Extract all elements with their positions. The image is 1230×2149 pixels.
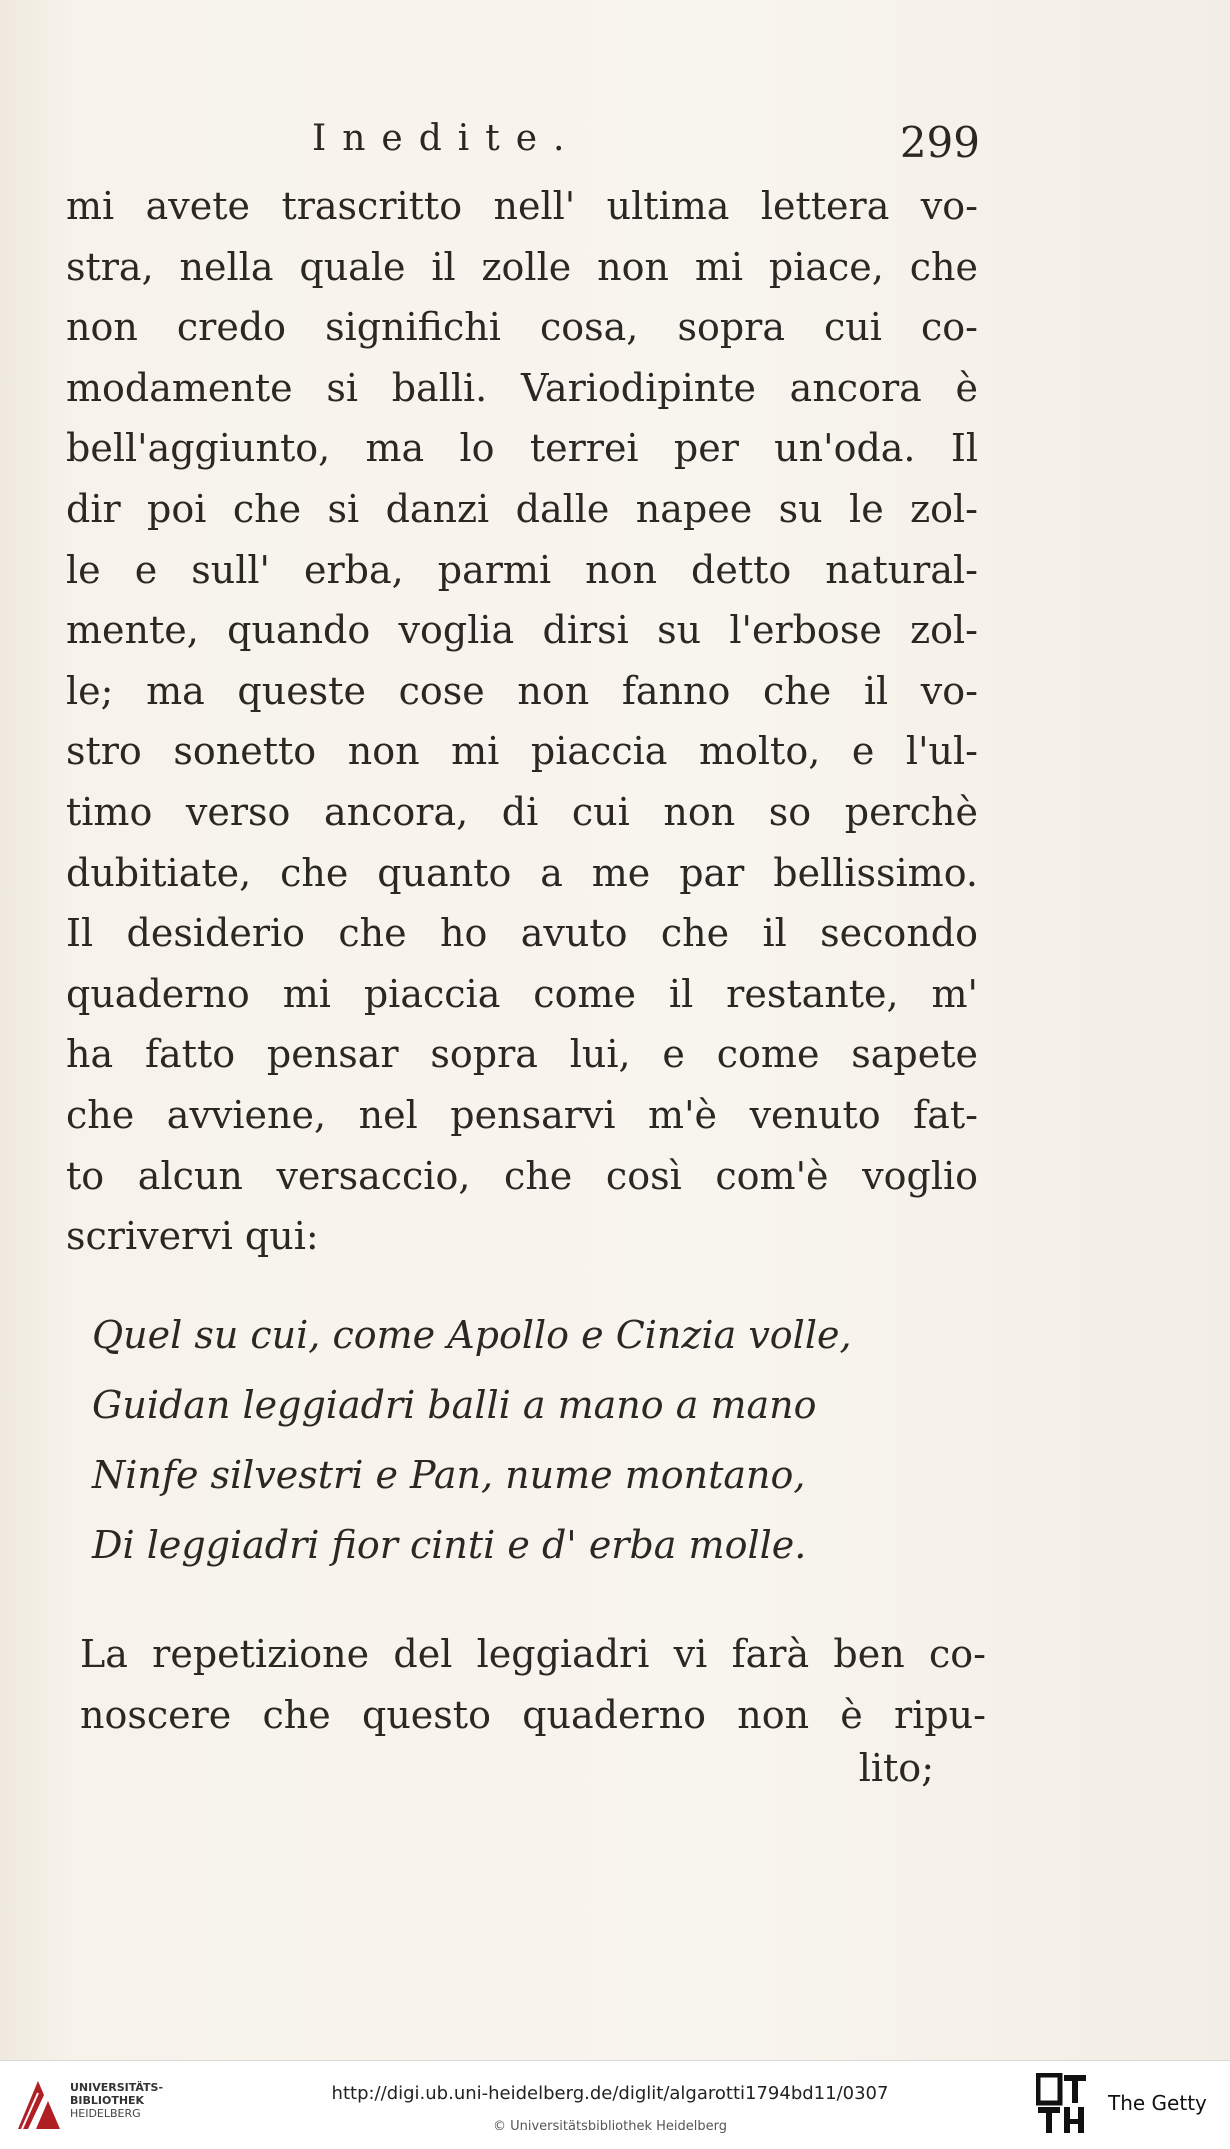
getty-logo-icon: [1036, 2073, 1088, 2135]
verse-line: Quel su cui, come Apollo e Cinzia volle,: [92, 1313, 852, 1357]
text-line: ha fatto pensar sopra lui, e come sapete: [66, 1032, 978, 1077]
verse-line: Ninfe silvestri e Pan, nume montano,: [92, 1453, 806, 1497]
running-title: Inedite.: [312, 118, 581, 159]
text-line: stro sonetto non mi piaccia molto, e l'ul-: [66, 729, 978, 774]
text-line: dir poi che si danzi dalle napee su le zol-: [66, 486, 978, 531]
library-name-line: BIBLIOTHEK: [70, 2094, 145, 2107]
partner-name: The Getty: [1108, 2091, 1207, 2115]
text-line: quaderno mi piaccia come il restante, m': [66, 971, 978, 1016]
text-line: che avviene, nel pensarvi m'è venuto fat-: [66, 1092, 978, 1137]
viewer-footer: [0, 2060, 1230, 2149]
text-line: stra, nella quale il zolle non mi piace, che: [66, 244, 978, 289]
text-line: le; ma queste cose non fanno che il vo-: [66, 668, 978, 713]
text-line: to alcun versaccio, che così com'è voglio: [66, 1153, 978, 1198]
permalink-url[interactable]: http://digi.ub.uni-heidelberg.de/diglit/algarotti1794bd11/0307: [331, 2083, 889, 2104]
text-line: non credo significhi cosa, sopra cui co-: [66, 305, 978, 350]
verse-quatrain: [92, 1300, 992, 1580]
main-paragraph: [66, 176, 978, 1267]
text-line: bell'aggiunto, ma lo terrei per un'oda. Il: [66, 426, 978, 471]
text-line: mente, quando voglia dirsi su l'erbose zol-: [66, 608, 978, 653]
text-line: scrivervi qui:: [66, 1214, 319, 1259]
page-header: [300, 118, 980, 178]
text-line: Il desiderio che ho avuto che il secondo: [66, 911, 978, 956]
library-name-line: UNIVERSITÄTS-: [70, 2081, 164, 2094]
library-name: [70, 2081, 163, 2120]
text-line: modamente si balli. Variodipinte ancora è: [66, 365, 978, 410]
verse-line: Guidan leggiadri balli a mano a mano: [92, 1383, 817, 1427]
text-line: noscere che questo quaderno non è ripu-: [80, 1692, 986, 1737]
heidelberg-logo-icon: [14, 2075, 64, 2133]
catchword: lito;: [858, 1746, 934, 1790]
closing-paragraph: [80, 1624, 986, 1745]
text-line: La repetizione del leggiadri vi farà ben co-: [80, 1632, 986, 1676]
page-number: 299: [899, 118, 980, 167]
text-line: le e sull' erba, parmi non detto natural-: [66, 547, 978, 592]
text-line: timo verso ancora, di cui non so perchè: [66, 789, 978, 834]
text-line: mi avete trascritto nell' ultima lettera vo-: [66, 184, 978, 228]
library-name-line: HEIDELBERG: [70, 2107, 141, 2120]
copyright-notice: © Universitätsbibliothek Heidelberg: [492, 2119, 727, 2134]
text-line: dubitiate, che quanto a me par bellissimo.: [66, 850, 978, 895]
verse-line: Di leggiadri fior cinti e d' erba molle.: [92, 1523, 807, 1567]
